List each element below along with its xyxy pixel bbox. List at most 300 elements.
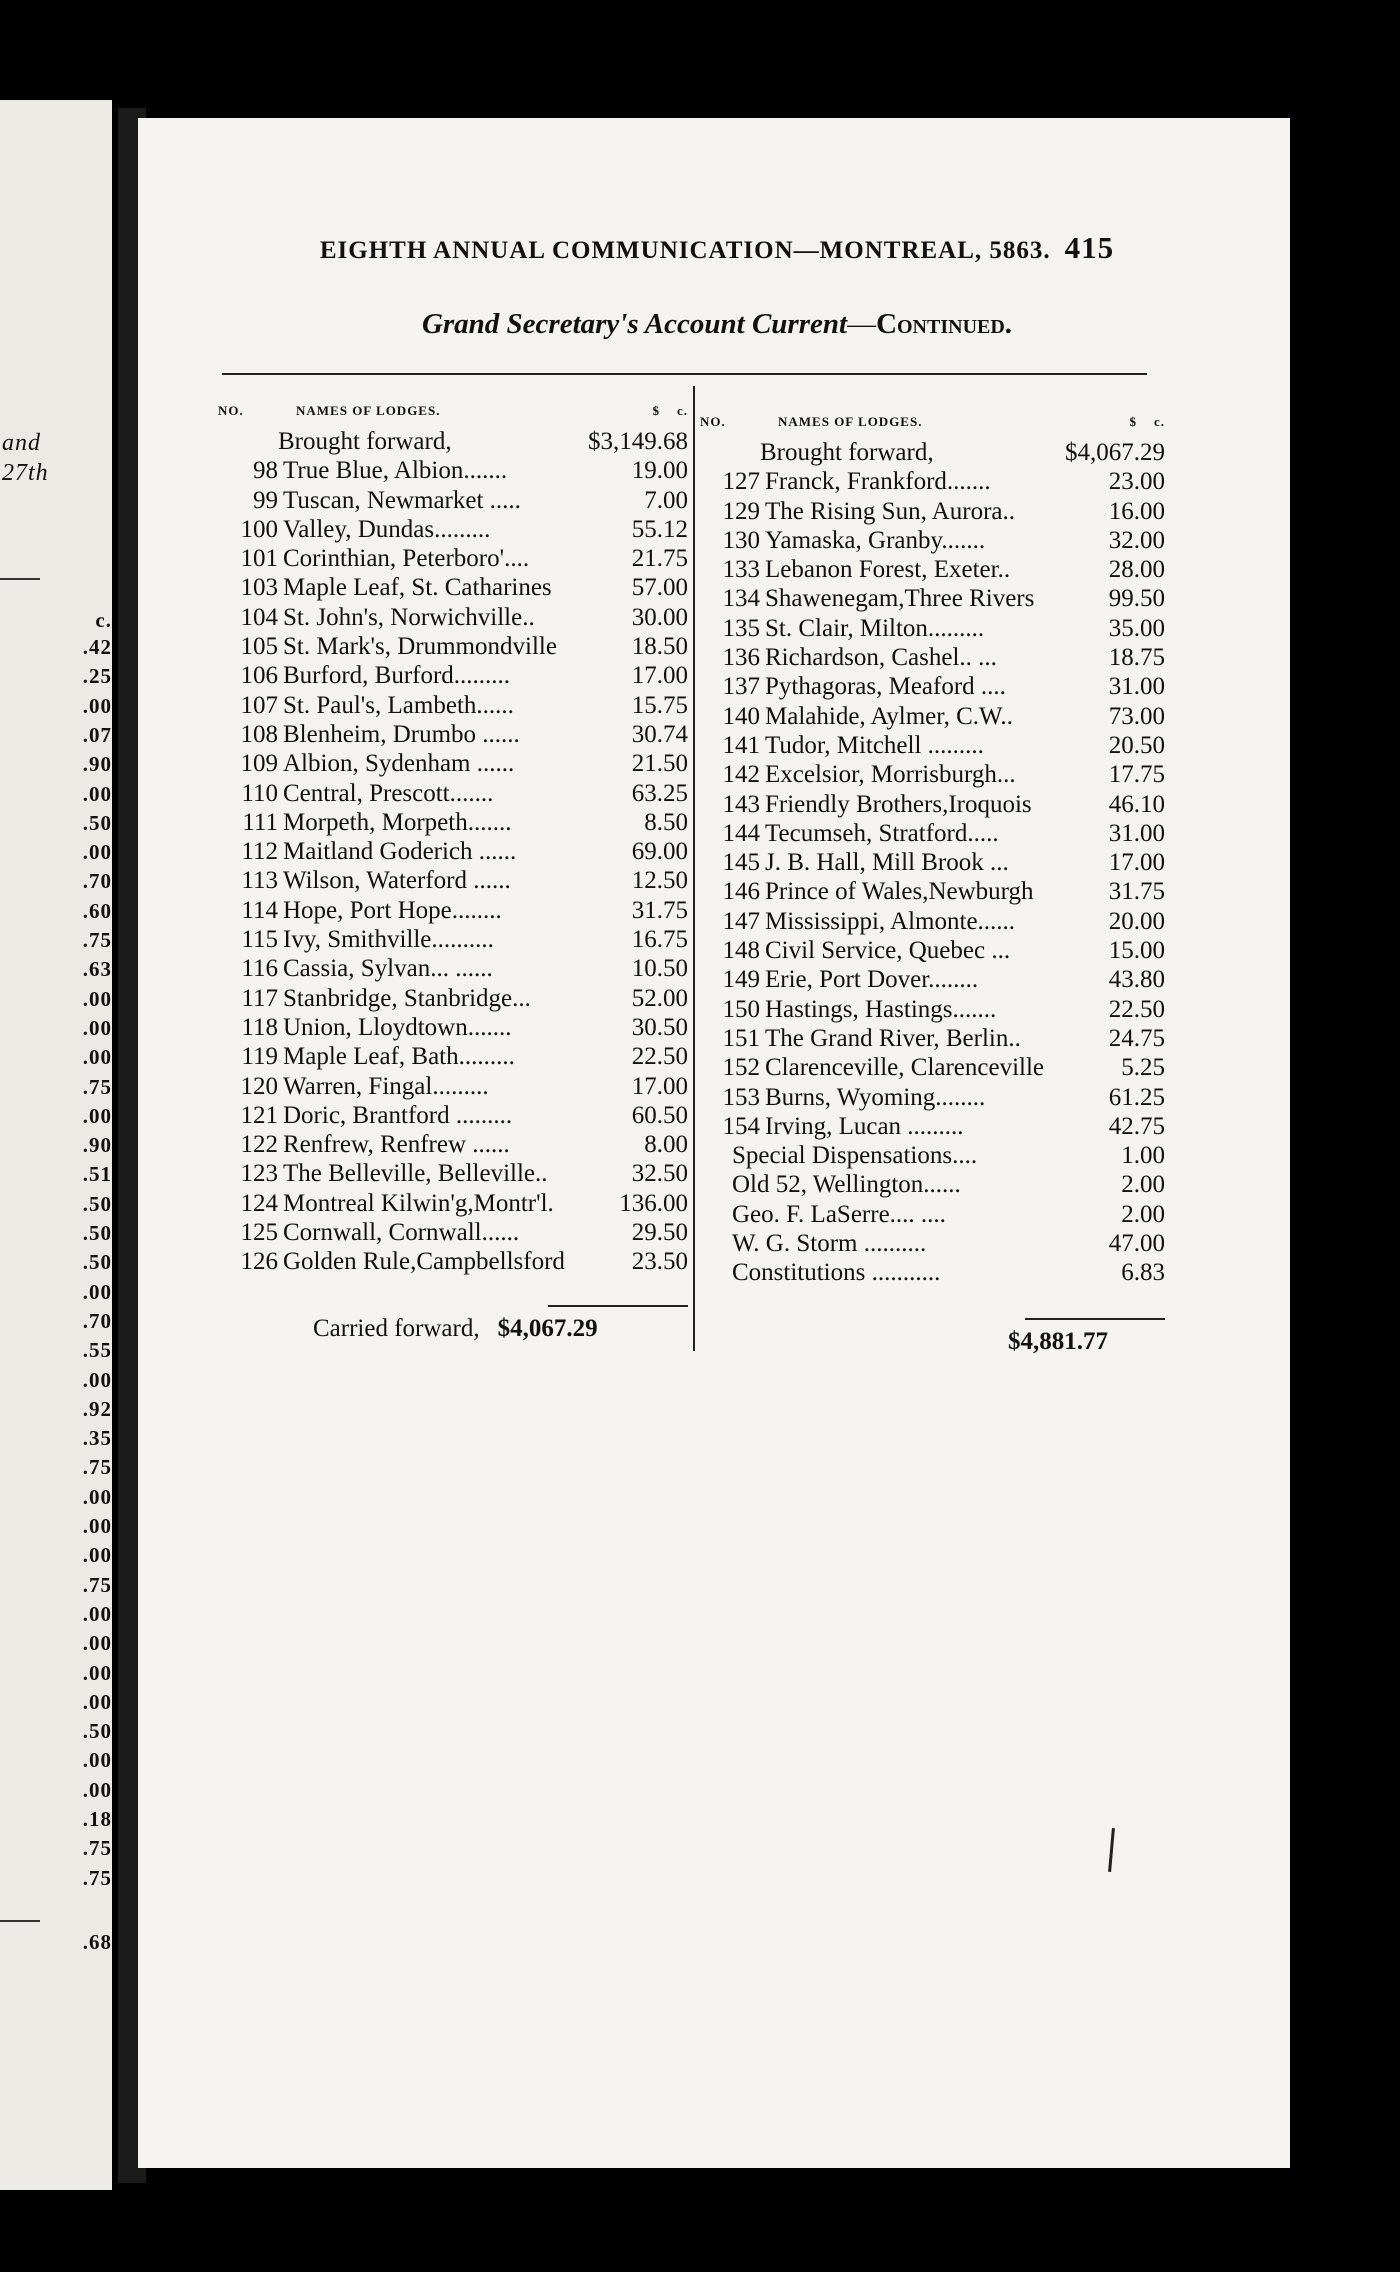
lodge-name: Prince of Wales,Newburgh	[765, 878, 1034, 906]
lodge-amount: 18.50	[631, 633, 688, 661]
lodge-row	[218, 1101, 688, 1130]
lodge-amount: 52.00	[631, 984, 688, 1012]
prev-page-amount: .63	[82, 957, 112, 982]
lodge-row	[700, 702, 1165, 731]
lodge-row	[218, 544, 688, 573]
lodge-row	[218, 603, 688, 632]
lodge-name: Pythagoras, Meaford ....	[765, 673, 1006, 701]
lodge-amount: 22.50	[1108, 995, 1165, 1023]
lodge-number: 142	[722, 761, 760, 789]
special-name: Geo. F. LaSerre.... ....	[732, 1200, 946, 1228]
prev-page-amount: .50	[82, 810, 112, 835]
lodge-number: 98	[253, 457, 278, 485]
lodge-amount: 31.75	[631, 896, 688, 924]
brought-forward-row	[700, 438, 1165, 467]
lodge-amount: 35.00	[1108, 614, 1165, 642]
lodge-name: Burns, Wyoming........	[765, 1083, 986, 1111]
lodge-name: Hope, Port Hope........	[283, 896, 502, 924]
lodge-number: 143	[722, 790, 760, 818]
header-currency: $ c.	[1129, 414, 1165, 429]
lodge-row	[218, 1130, 688, 1159]
prev-page-amount: .00	[82, 1015, 112, 1040]
lodge-row	[700, 584, 1165, 613]
lodge-row	[700, 672, 1165, 701]
prev-page-amount: .50	[82, 1221, 112, 1245]
lodge-number: 108	[240, 720, 278, 748]
lodge-name: Golden Rule,Campbellsford	[283, 1248, 565, 1276]
top-rule	[222, 373, 1147, 375]
special-amount: 2.00	[1121, 1200, 1165, 1228]
lodge-amount: 30.50	[631, 1013, 688, 1041]
lodge-number: 121	[240, 1101, 278, 1129]
lodge-name: Irving, Lucan .........	[765, 1112, 964, 1140]
prev-page-amount: .00	[82, 1103, 112, 1128]
lodge-name: Clarenceville, Clarenceville	[765, 1054, 1045, 1082]
lodge-row	[218, 1013, 688, 1042]
lodge-name: Maple Leaf, Bath.........	[283, 1043, 515, 1071]
special-row	[700, 1258, 1165, 1287]
lodge-row	[700, 936, 1165, 965]
lodge-row	[700, 995, 1165, 1024]
lodge-name: Valley, Dundas.........	[283, 515, 491, 543]
lodge-row	[700, 907, 1165, 936]
lodge-name: Albion, Sydenham ......	[283, 750, 515, 778]
lodge-row	[218, 515, 688, 544]
lodge-row	[218, 808, 688, 837]
lodge-row	[700, 467, 1165, 496]
lodge-number: 153	[722, 1083, 760, 1111]
lodge-number: 124	[240, 1189, 278, 1217]
prev-page-amount: .00	[82, 1748, 112, 1773]
lodge-name: Warren, Fingal.........	[283, 1072, 489, 1100]
lodge-number: 144	[722, 819, 760, 847]
lodge-amount: 31.00	[1108, 673, 1165, 701]
lodge-amount: 17.00	[1108, 849, 1165, 877]
lodge-name: Cassia, Sylvan... ......	[283, 955, 493, 983]
lodge-amount: 21.75	[631, 545, 688, 573]
column-header	[218, 403, 688, 427]
prev-page-rule	[0, 578, 40, 580]
lodge-amount: 31.75	[1108, 878, 1165, 906]
lodge-name: Cornwall, Cornwall......	[283, 1219, 520, 1247]
prev-page-amount: .07	[82, 722, 112, 747]
page-number: 415	[1064, 230, 1115, 265]
lodge-name: Richardson, Cashel.. ...	[765, 644, 997, 672]
lodge-number: 114	[241, 896, 278, 924]
sum-rule-right	[1025, 1318, 1165, 1320]
lodge-amount: 20.00	[1108, 907, 1165, 935]
lodge-amount: 32.00	[1108, 526, 1165, 554]
header-currency: $ c.	[652, 403, 688, 418]
special-name: Constitutions ...........	[732, 1259, 941, 1287]
lodge-row	[218, 866, 688, 895]
special-row	[700, 1170, 1165, 1199]
lodge-row	[700, 731, 1165, 760]
lodge-amount: 69.00	[631, 838, 688, 866]
lodge-amount: 23.00	[1108, 468, 1165, 496]
lodge-number: 140	[722, 702, 760, 730]
lodge-row	[700, 848, 1165, 877]
lodge-name: Erie, Port Dover........	[765, 966, 979, 994]
lodge-name: Tuscan, Newmarket .....	[283, 486, 521, 514]
lodge-number: 146	[722, 878, 760, 906]
running-head-title: EIGHTH ANNUAL COMMUNICATION—MONTREAL, 5863.	[319, 237, 1051, 264]
header-names: NAMES OF LODGES.	[296, 403, 441, 418]
carried-forward-label: Carried forward,	[313, 1315, 480, 1342]
lodge-number: 117	[241, 984, 278, 1012]
lodge-row	[218, 1218, 688, 1247]
lodge-amount: 57.00	[631, 574, 688, 602]
prev-page-amount: .18	[82, 1807, 112, 1831]
lodge-name: Hastings, Hastings.......	[765, 995, 997, 1023]
header-no: NO.	[218, 403, 244, 418]
lodge-name: Montreal Kilwin'g,Montr'l.	[283, 1189, 554, 1217]
subtitle-dash: —	[847, 308, 877, 340]
lodge-number: 135	[722, 614, 760, 642]
prev-page-amount: .51	[82, 1162, 112, 1187]
special-amount: 2.00	[1121, 1171, 1165, 1199]
lodge-amount: 8.50	[644, 808, 688, 836]
prev-page-amount: .00	[82, 693, 112, 718]
lodge-row	[700, 819, 1165, 848]
lodge-row	[218, 691, 688, 720]
brought-forward-row	[218, 427, 688, 456]
lodge-row	[218, 486, 688, 515]
lodge-number: 111	[242, 808, 278, 836]
lodge-row	[218, 456, 688, 485]
lodge-name: St. Paul's, Lambeth......	[283, 691, 514, 719]
lodge-number: 129	[722, 497, 760, 525]
lodge-number: 154	[722, 1112, 760, 1140]
grand-total	[1008, 1328, 1108, 1356]
lodge-amount: 18.75	[1108, 644, 1165, 672]
lodge-name: St. Clair, Milton.........	[765, 614, 985, 642]
lodge-amount: 23.50	[631, 1248, 688, 1276]
prev-page-amount: .50	[82, 1191, 112, 1216]
lodge-name: St. John's, Norwichville..	[283, 603, 535, 631]
lodge-number: 118	[241, 1013, 278, 1041]
lodge-amount: 28.00	[1108, 556, 1165, 584]
lodge-name: Stanbridge, Stanbridge...	[283, 984, 531, 1012]
lodge-name: Yamaska, Granby.......	[765, 526, 986, 554]
lodge-name: Tecumseh, Stratford.....	[765, 819, 999, 847]
lodge-row	[218, 1189, 688, 1218]
lodge-amount: 29.50	[631, 1219, 688, 1247]
special-row	[700, 1229, 1165, 1258]
special-name: Old 52, Wellington......	[732, 1171, 961, 1199]
lodge-name: St. Mark's, Drummondville	[283, 633, 557, 661]
book-page	[138, 118, 1290, 2168]
lodge-amount: 5.25	[1121, 1054, 1165, 1082]
lodge-amount: 22.50	[631, 1043, 688, 1071]
lodge-number: 107	[240, 691, 278, 719]
lodge-number: 150	[722, 995, 760, 1023]
lodge-row	[218, 954, 688, 983]
lodge-number: 148	[722, 937, 760, 965]
lodge-amount: 17.75	[1108, 761, 1165, 789]
prev-page-amount: .00	[82, 1689, 112, 1714]
lodge-row	[218, 749, 688, 778]
lodge-name: The Rising Sun, Aurora..	[765, 497, 1015, 525]
prev-page-amount: .00	[82, 1514, 112, 1538]
special-row	[700, 1141, 1165, 1170]
lodge-row	[700, 1083, 1165, 1112]
pencil-mark	[1108, 1828, 1115, 1872]
prev-page-amount: .00	[82, 840, 112, 865]
lodge-number: 110	[241, 779, 278, 807]
lodge-name: Lebanon Forest, Exeter..	[765, 556, 1011, 584]
lodge-name: Friendly Brothers,Iroquois	[765, 790, 1032, 818]
prev-page-amount: .70	[82, 869, 112, 894]
lodge-amount: 24.75	[1108, 1024, 1165, 1052]
special-row	[700, 1200, 1165, 1229]
subtitle-italic: Grand Secretary's Account Current	[421, 308, 848, 340]
lodge-number: 125	[240, 1219, 278, 1247]
lodge-amount: 136.00	[619, 1189, 688, 1217]
lodge-name: Mississippi, Almonte......	[765, 907, 1016, 935]
brought-forward-amount: $4,067.29	[1065, 439, 1165, 466]
lodge-amount: 31.00	[1108, 819, 1165, 847]
lodge-number: 122	[240, 1131, 278, 1159]
lodge-row	[700, 760, 1165, 789]
special-amount: 47.00	[1108, 1230, 1165, 1258]
prev-page-amount: .60	[82, 898, 112, 923]
lodge-number: 127	[722, 468, 760, 496]
lodge-row	[218, 661, 688, 690]
lodge-row	[218, 984, 688, 1013]
prev-page-amount: .75	[82, 1455, 112, 1480]
lodge-row	[700, 526, 1165, 555]
lodge-amount: 7.00	[644, 486, 688, 514]
prev-page-header: c.	[95, 608, 112, 632]
lodge-amount: 19.00	[631, 457, 688, 485]
lodge-row	[218, 1247, 688, 1276]
special-amount: 6.83	[1121, 1259, 1165, 1287]
prev-page-amount: .75	[82, 1865, 112, 1890]
lodge-number: 100	[240, 515, 278, 543]
special-name: W. G. Storm ..........	[732, 1230, 927, 1258]
sum-rule-left	[548, 1305, 688, 1307]
lodge-name: Union, Lloydtown.......	[283, 1013, 512, 1041]
lodge-name: Blenheim, Drumbo ......	[283, 720, 520, 748]
lodge-row	[700, 790, 1165, 819]
lodge-name: Corinthian, Peterboro'....	[283, 545, 530, 573]
page-subtitle	[292, 308, 1142, 341]
lodge-amount: 15.00	[1108, 937, 1165, 965]
lodge-amount: 12.50	[631, 867, 688, 895]
lodge-name: Maitland Goderich ......	[283, 838, 517, 866]
lodge-number: 147	[722, 907, 760, 935]
carried-forward-amount: $4,067.29	[497, 1315, 598, 1342]
prev-page-rule	[0, 1920, 40, 1922]
header-names: NAMES OF LODGES.	[778, 414, 923, 429]
prev-page-amount: .00	[82, 1484, 112, 1509]
lodge-number: 115	[241, 926, 278, 954]
lodge-number: 120	[240, 1072, 278, 1100]
prev-page-word: 27th	[2, 460, 49, 486]
lodge-number: 136	[722, 644, 760, 672]
lodge-name: The Grand River, Berlin..	[765, 1024, 1021, 1052]
lodge-number: 103	[240, 574, 278, 602]
brought-forward-amount: $3,149.68	[588, 428, 688, 455]
prev-page-amount: .70	[82, 1308, 112, 1333]
lodge-number: 151	[722, 1024, 760, 1052]
prev-page-amount: .75	[82, 1074, 112, 1099]
lodge-amount: 16.00	[1108, 497, 1165, 525]
lodge-row	[700, 1112, 1165, 1141]
lodge-row	[700, 555, 1165, 584]
lodge-number: 109	[240, 750, 278, 778]
lodge-amount: 16.75	[631, 926, 688, 954]
lodge-number: 126	[240, 1248, 278, 1276]
lodge-name: Franck, Frankford.......	[765, 468, 991, 496]
lodge-amount: 30.74	[631, 720, 688, 748]
lodge-number: 134	[722, 585, 760, 613]
lodge-row	[700, 614, 1165, 643]
prev-page-amount: .25	[82, 664, 112, 689]
lodge-name: Central, Prescott.......	[283, 779, 494, 807]
lodge-name: Excelsior, Morrisburgh...	[765, 761, 1016, 789]
lodge-row	[700, 497, 1165, 526]
lodge-row	[700, 1024, 1165, 1053]
lodge-row	[218, 1159, 688, 1188]
lodge-amount: 20.50	[1108, 731, 1165, 759]
lodge-amount: 30.00	[631, 603, 688, 631]
prev-page-amount: .92	[82, 1396, 112, 1421]
prev-page-amount: .00	[82, 986, 112, 1011]
left-column	[218, 403, 688, 1277]
prev-page-amount: .90	[82, 752, 112, 777]
prev-page-amount: .00	[82, 1601, 112, 1626]
lodge-amount: 17.00	[631, 1072, 688, 1100]
prev-page-amount: .50	[82, 1250, 112, 1275]
prev-page-amount: .00	[82, 1660, 112, 1685]
prev-page-amount: .00	[82, 1777, 112, 1802]
lodge-number: 113	[241, 867, 278, 895]
prev-page-amount: .75	[82, 928, 112, 952]
lodge-name: Tudor, Mitchell .........	[765, 731, 984, 759]
lodge-name: Ivy, Smithville..........	[283, 926, 494, 954]
lodge-number: 116	[241, 955, 278, 983]
lodge-amount: 17.00	[631, 662, 688, 690]
lodge-amount: 55.12	[631, 515, 688, 543]
lodge-row	[218, 1042, 688, 1071]
lodge-number: 149	[722, 966, 760, 994]
column-divider	[693, 386, 695, 1351]
lodge-number: 152	[722, 1054, 760, 1082]
lodge-row	[218, 896, 688, 925]
lodge-row	[218, 837, 688, 866]
brought-forward-label: Brought forward,	[278, 428, 452, 455]
lodge-name: Civil Service, Quebec ...	[765, 937, 1011, 965]
lodge-amount: 99.50	[1108, 585, 1165, 613]
lodge-number: 145	[722, 849, 760, 877]
prev-page-word: and	[2, 430, 41, 456]
lodge-row	[700, 877, 1165, 906]
lodge-amount: 73.00	[1108, 702, 1165, 730]
lodge-row	[218, 1072, 688, 1101]
lodge-amount: 42.75	[1108, 1112, 1165, 1140]
prev-page-amount: .00	[82, 1279, 112, 1304]
lodge-amount: 46.10	[1108, 790, 1165, 818]
lodge-amount: 15.75	[631, 691, 688, 719]
lodge-row	[218, 573, 688, 602]
lodge-number: 137	[722, 673, 760, 701]
lodge-number: 105	[240, 633, 278, 661]
prev-page-amount: .55	[82, 1338, 112, 1363]
column-header	[700, 414, 1165, 438]
lodge-name: Shawenegam,Three Rivers	[765, 585, 1035, 613]
lodge-number: 123	[240, 1160, 278, 1188]
lodge-row	[700, 643, 1165, 672]
lodge-name: Doric, Brantford .........	[283, 1101, 513, 1129]
lodge-amount: 61.25	[1108, 1083, 1165, 1111]
lodge-number: 104	[240, 603, 278, 631]
prev-page-amount: .00	[82, 1045, 112, 1070]
prev-page-amount: .90	[82, 1133, 112, 1158]
prev-page-amount: .35	[82, 1426, 112, 1451]
prev-page-amount: .00	[82, 1631, 112, 1656]
lodge-name: Wilson, Waterford ......	[283, 867, 511, 895]
special-name: Special Dispensations....	[732, 1142, 978, 1170]
lodge-number: 101	[240, 545, 278, 573]
lodge-amount: 10.50	[631, 955, 688, 983]
prev-page-amount: .75	[82, 1836, 112, 1861]
lodge-amount: 60.50	[631, 1101, 688, 1129]
lodge-row	[700, 1053, 1165, 1082]
prev-page-amount: .00	[82, 1543, 112, 1568]
lodge-name: The Belleville, Belleville..	[283, 1160, 548, 1188]
prev-page-amount: .75	[82, 1572, 112, 1597]
subtitle-caps: Continued.	[876, 308, 1013, 340]
lodge-number: 99	[253, 486, 278, 514]
lodge-number: 119	[241, 1043, 278, 1071]
lodge-number: 130	[722, 526, 760, 554]
grand-total-amount: $4,881.77	[1008, 1328, 1108, 1355]
lodge-name: Malahide, Aylmer, C.W..	[765, 702, 1013, 730]
lodge-number: 133	[722, 556, 760, 584]
lodge-amount: 63.25	[631, 779, 688, 807]
lodge-name: Maple Leaf, St. Catharines	[283, 574, 552, 602]
lodge-amount: 21.50	[631, 750, 688, 778]
prev-page-amount: .00	[82, 781, 112, 806]
brought-forward-label: Brought forward,	[760, 439, 934, 466]
special-amount: 1.00	[1121, 1142, 1165, 1170]
lodge-amount: 43.80	[1108, 966, 1165, 994]
lodge-amount: 32.50	[631, 1160, 688, 1188]
lodge-row	[218, 779, 688, 808]
lodge-name: J. B. Hall, Mill Brook ...	[765, 849, 1009, 877]
lodge-name: Burford, Burford.........	[283, 662, 511, 690]
right-column	[700, 414, 1165, 1288]
lodge-row	[700, 965, 1165, 994]
lodge-number: 141	[722, 731, 760, 759]
lodge-row	[218, 720, 688, 749]
lodge-number: 106	[240, 662, 278, 690]
lodge-name: Renfrew, Renfrew ......	[283, 1131, 510, 1159]
lodge-name: Morpeth, Morpeth.......	[283, 808, 512, 836]
running-head	[292, 230, 1142, 266]
carried-forward	[313, 1315, 598, 1343]
prev-page-amount: .42	[82, 635, 112, 659]
lodge-row	[218, 925, 688, 954]
lodge-name: True Blue, Albion.......	[283, 457, 508, 485]
lodge-number: 112	[241, 838, 278, 866]
header-no: NO.	[700, 414, 726, 429]
prev-page-total: .68	[82, 1930, 112, 1954]
lodge-amount: 8.00	[644, 1131, 688, 1159]
prev-page-amount: .00	[82, 1367, 112, 1392]
